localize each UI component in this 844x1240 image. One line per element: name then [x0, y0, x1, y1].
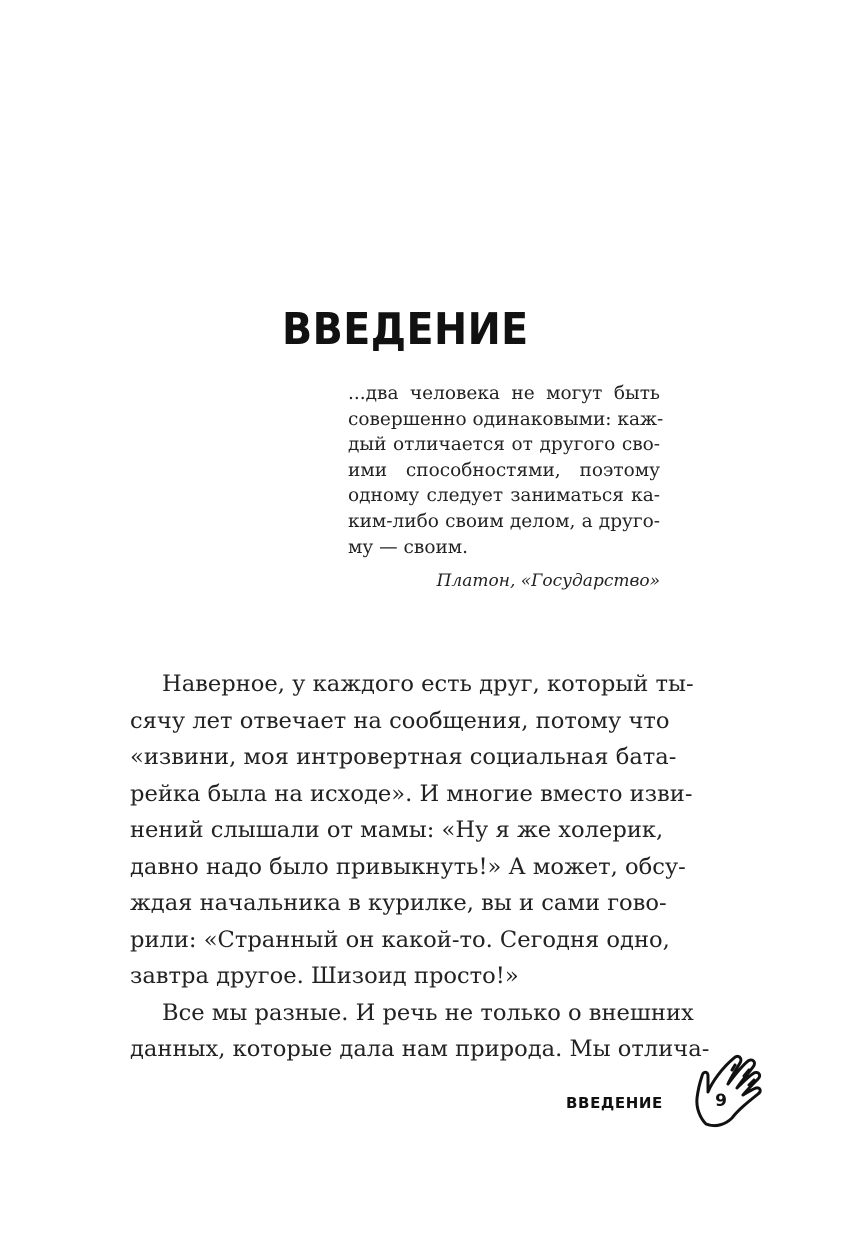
epigraph-line: ими способностями, поэтому	[348, 459, 660, 481]
epigraph-line: му — своим.	[348, 536, 469, 558]
body-line: «извини, моя интровертная социальная бата-	[130, 744, 677, 770]
epigraph-text	[348, 381, 664, 560]
running-head: ВВЕДЕНИЕ	[566, 1094, 663, 1112]
epigraph-line: совершенно одинаковыми: каж-	[348, 408, 664, 430]
body-line: сячу лет отвечает на сообщения, потому что	[130, 707, 670, 734]
body-line: рили: «Странный он какой-то. Сегодня одно,	[130, 926, 670, 953]
body-line: давно надо было привыкнуть!» А может, обсу-	[130, 853, 686, 880]
chapter-title: ВВЕДЕНИЕ	[282, 304, 529, 355]
body-line: рейка была на исходе». И многие вместо изви-	[130, 780, 693, 807]
page-number-badge	[692, 1052, 764, 1130]
body-line: завтра другое. Шизоид просто!»	[130, 963, 519, 989]
epigraph-attribution: Платон, «Государство»	[436, 571, 660, 591]
epigraph-line: ким-либо своим делом, а друго-	[348, 510, 660, 532]
body-line: Наверное, у каждого есть друг, который ты-	[162, 671, 694, 697]
body-text	[130, 666, 710, 1068]
body-line: нений слышали от мамы: «Ну я же холерик,	[130, 817, 664, 843]
body-line: данных, которые дала нам природа. Мы отлича-	[130, 1036, 710, 1062]
page-number: 9	[715, 1091, 727, 1111]
epigraph-line: ...два человека не могут быть	[348, 383, 660, 404]
body-line: Все мы разные. И речь не только о внешних	[162, 999, 694, 1026]
body-line: ждая начальника в курилке, вы и сами гово-	[130, 890, 667, 916]
epigraph-line: одному следует заниматься ка-	[348, 485, 660, 507]
epigraph-line: дый отличается от другого сво-	[348, 434, 660, 456]
